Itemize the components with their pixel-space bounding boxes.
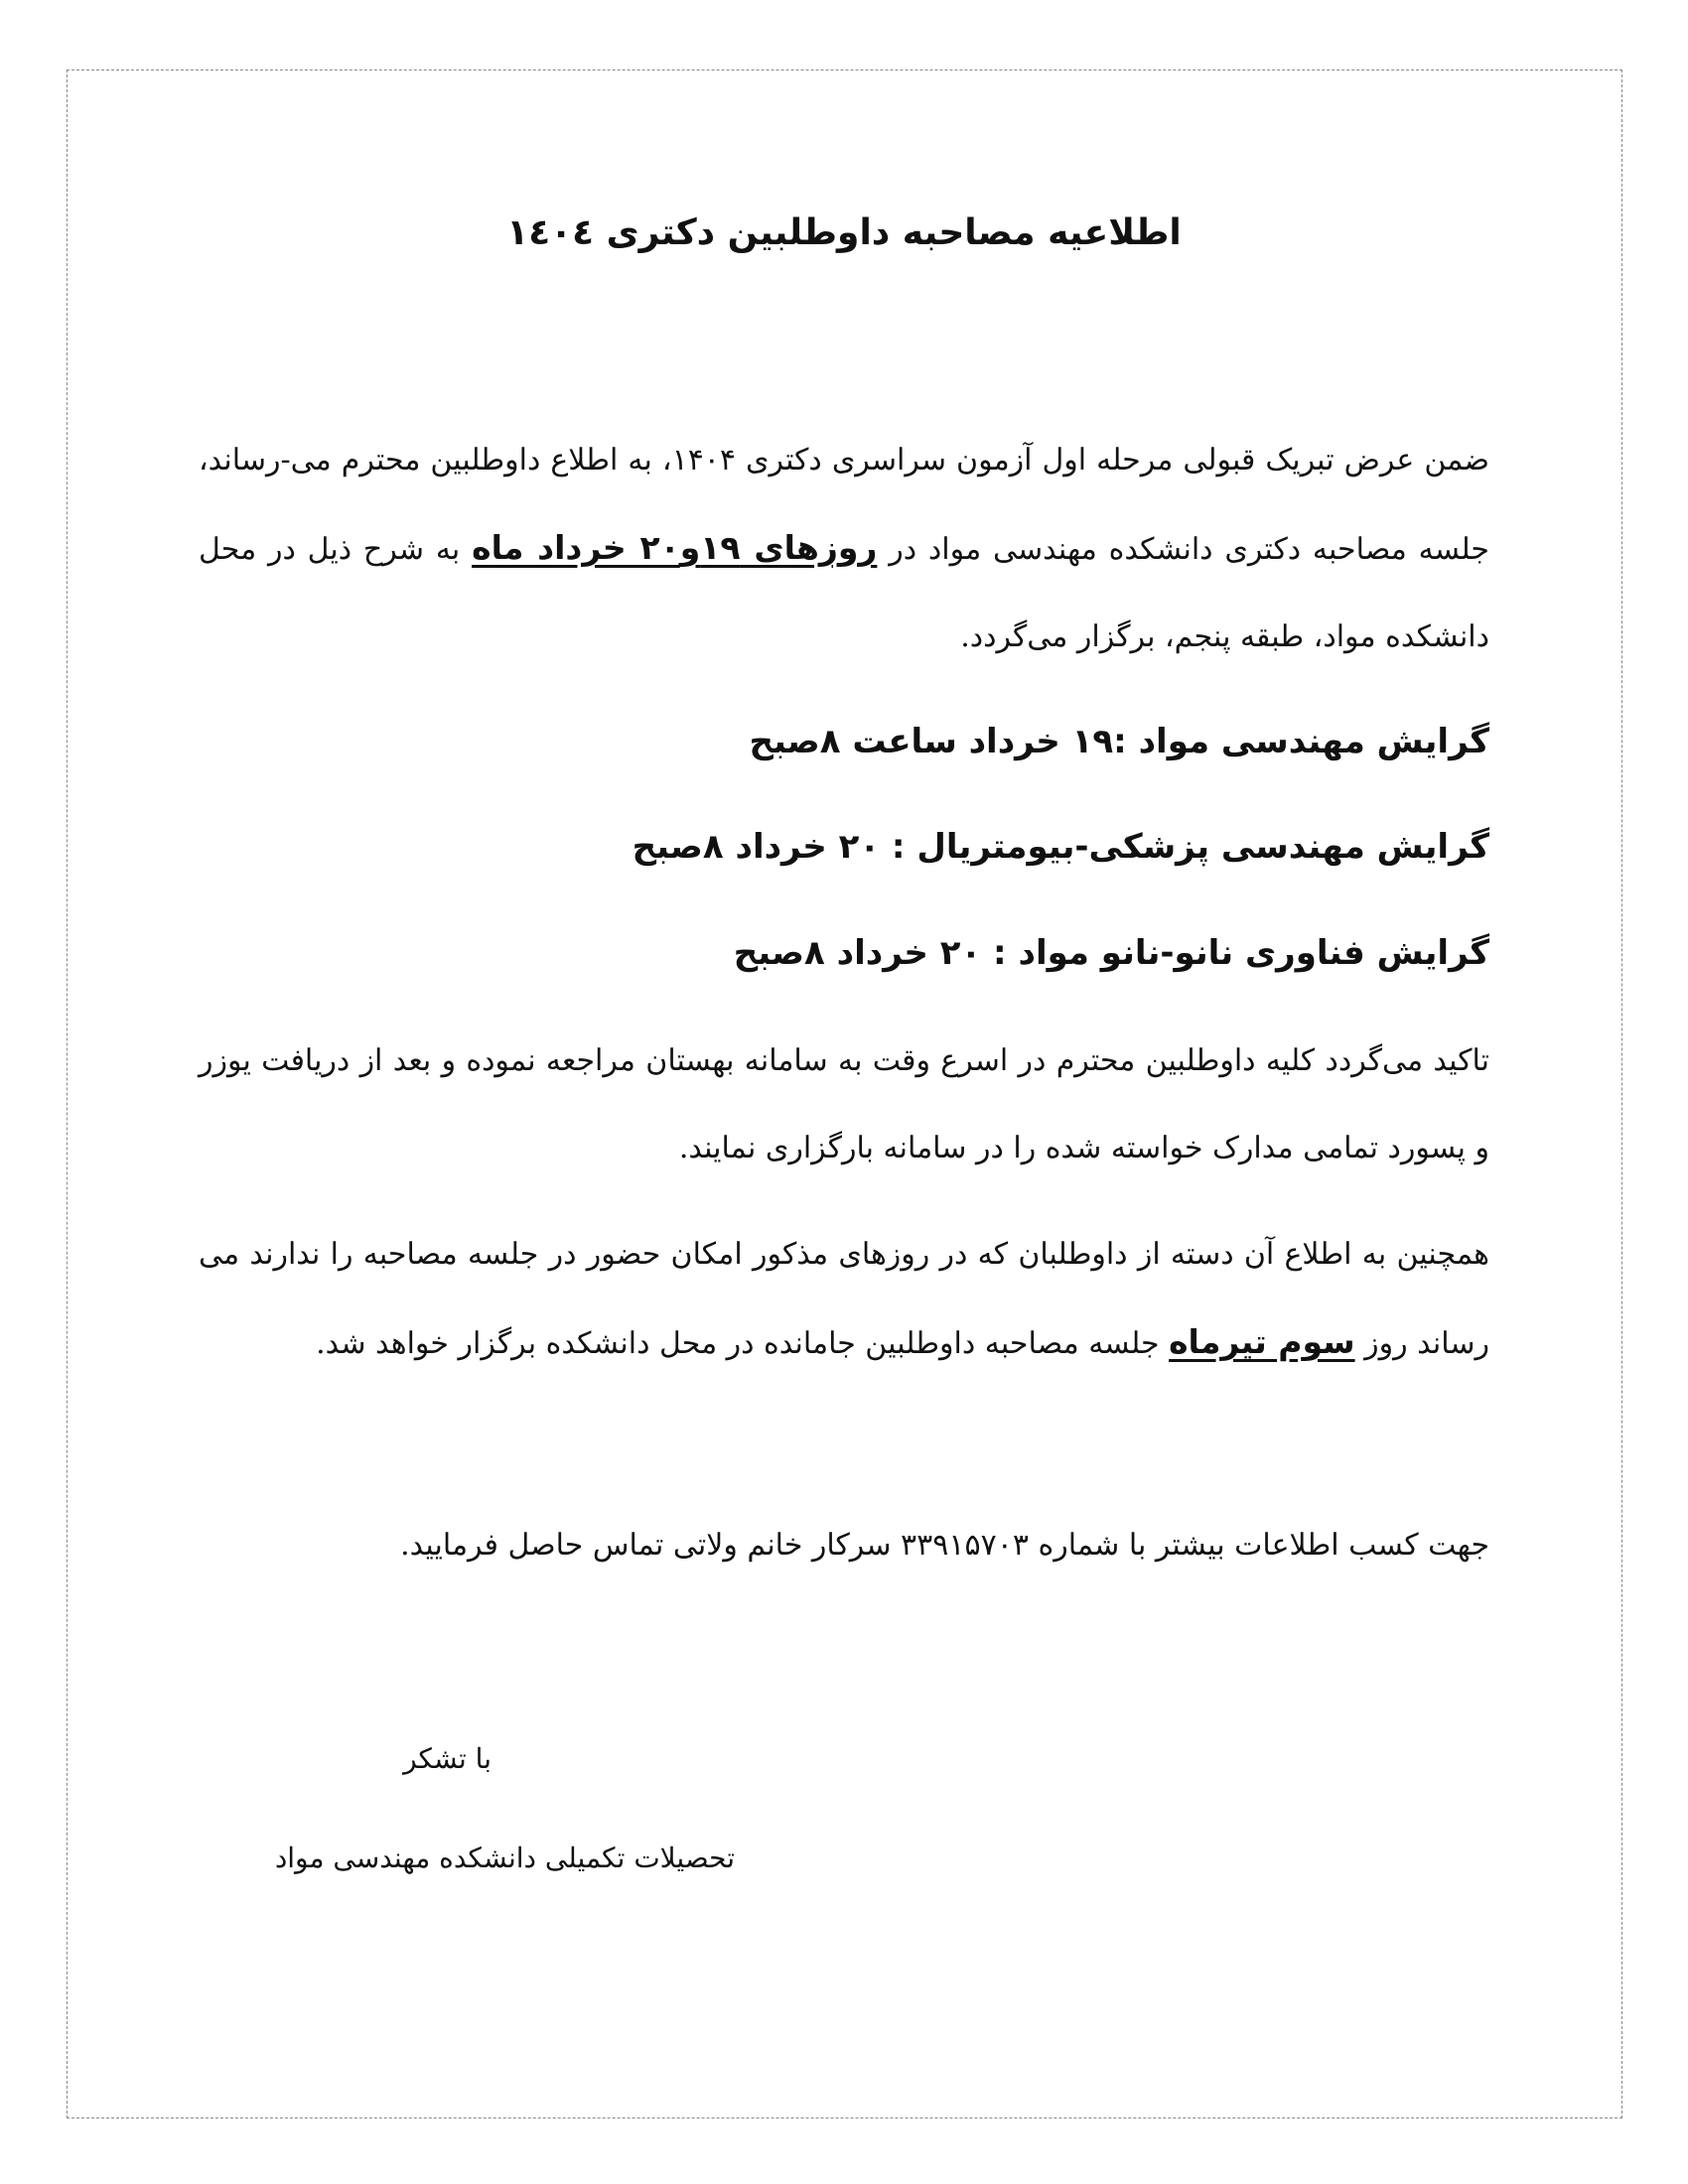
track-materials-engineering: گرایش مهندسی مواد :۱۹ خرداد ساعت ۸صبح bbox=[749, 722, 1489, 761]
makeup-date-highlight: سوم تیرماه bbox=[1169, 1322, 1355, 1361]
intro-text-start: ضمن عرض تبریک قبولی مرحله اول آزمون سراسری دکتری ۱۴۰۴، به اطلاع داوطلبین محترم می-رساند، جلسه مصاحبه دکتری دانشکده مهندسی مواد در bbox=[199, 443, 1489, 567]
intro-paragraph bbox=[199, 417, 1489, 681]
track-nanotechnology: گرایش فناوری نانو-نانو مواد : ۲۰ خرداد ۸صبح bbox=[733, 933, 1489, 973]
track-biomedical-engineering: گرایش مهندسی پزشکی-بیومتریال : ۲۰ خرداد ۸صبح bbox=[632, 827, 1489, 867]
upload-documents-paragraph: تاکید می‌گردد کلیه داوطلبین محترم در اسرع وقت به سامانه بهستان مراجعه نموده و بعد از دریافت یوزر و پسورد تمامی مدارک خواسته شده را در سامانه بارگزاری نمایند. bbox=[199, 1043, 1489, 1165]
absent-candidates-paragraph bbox=[199, 1211, 1489, 1388]
signature-department: تحصیلات تکمیلی دانشکده مهندسی مواد bbox=[274, 1842, 735, 1874]
intro-text-end: به شرح ذیل در محل دانشکده مواد، طبقه پنجم، برگزار می‌گردد. bbox=[199, 532, 1489, 654]
contact-line: جهت کسب اطلاعات بیشتر با شماره ۳۳۹۱۵۷۰۳ سرکار خانم ولاتی تماس حاصل فرمایید. bbox=[400, 1528, 1489, 1563]
interview-dates-highlight: روزهای ۱۹و۲۰ خرداد ماه bbox=[472, 528, 878, 567]
notice-title: اطلاعیه مصاحبه داوطلبین دکتری ۱٤۰٤ bbox=[506, 212, 1182, 253]
absent-text-start: همچنین به اطلاع آن دسته از داوطلبان که در روزهای مذکور امکان حضور در جلسه مصاحبه را ندارند می رساند روز bbox=[199, 1237, 1489, 1361]
closing-thanks: با تشکر bbox=[403, 1742, 492, 1775]
absent-text-end: جلسه مصاحبه داوطلبین جامانده در محل دانشکده برگزار خواهد شد. bbox=[316, 1326, 1170, 1361]
